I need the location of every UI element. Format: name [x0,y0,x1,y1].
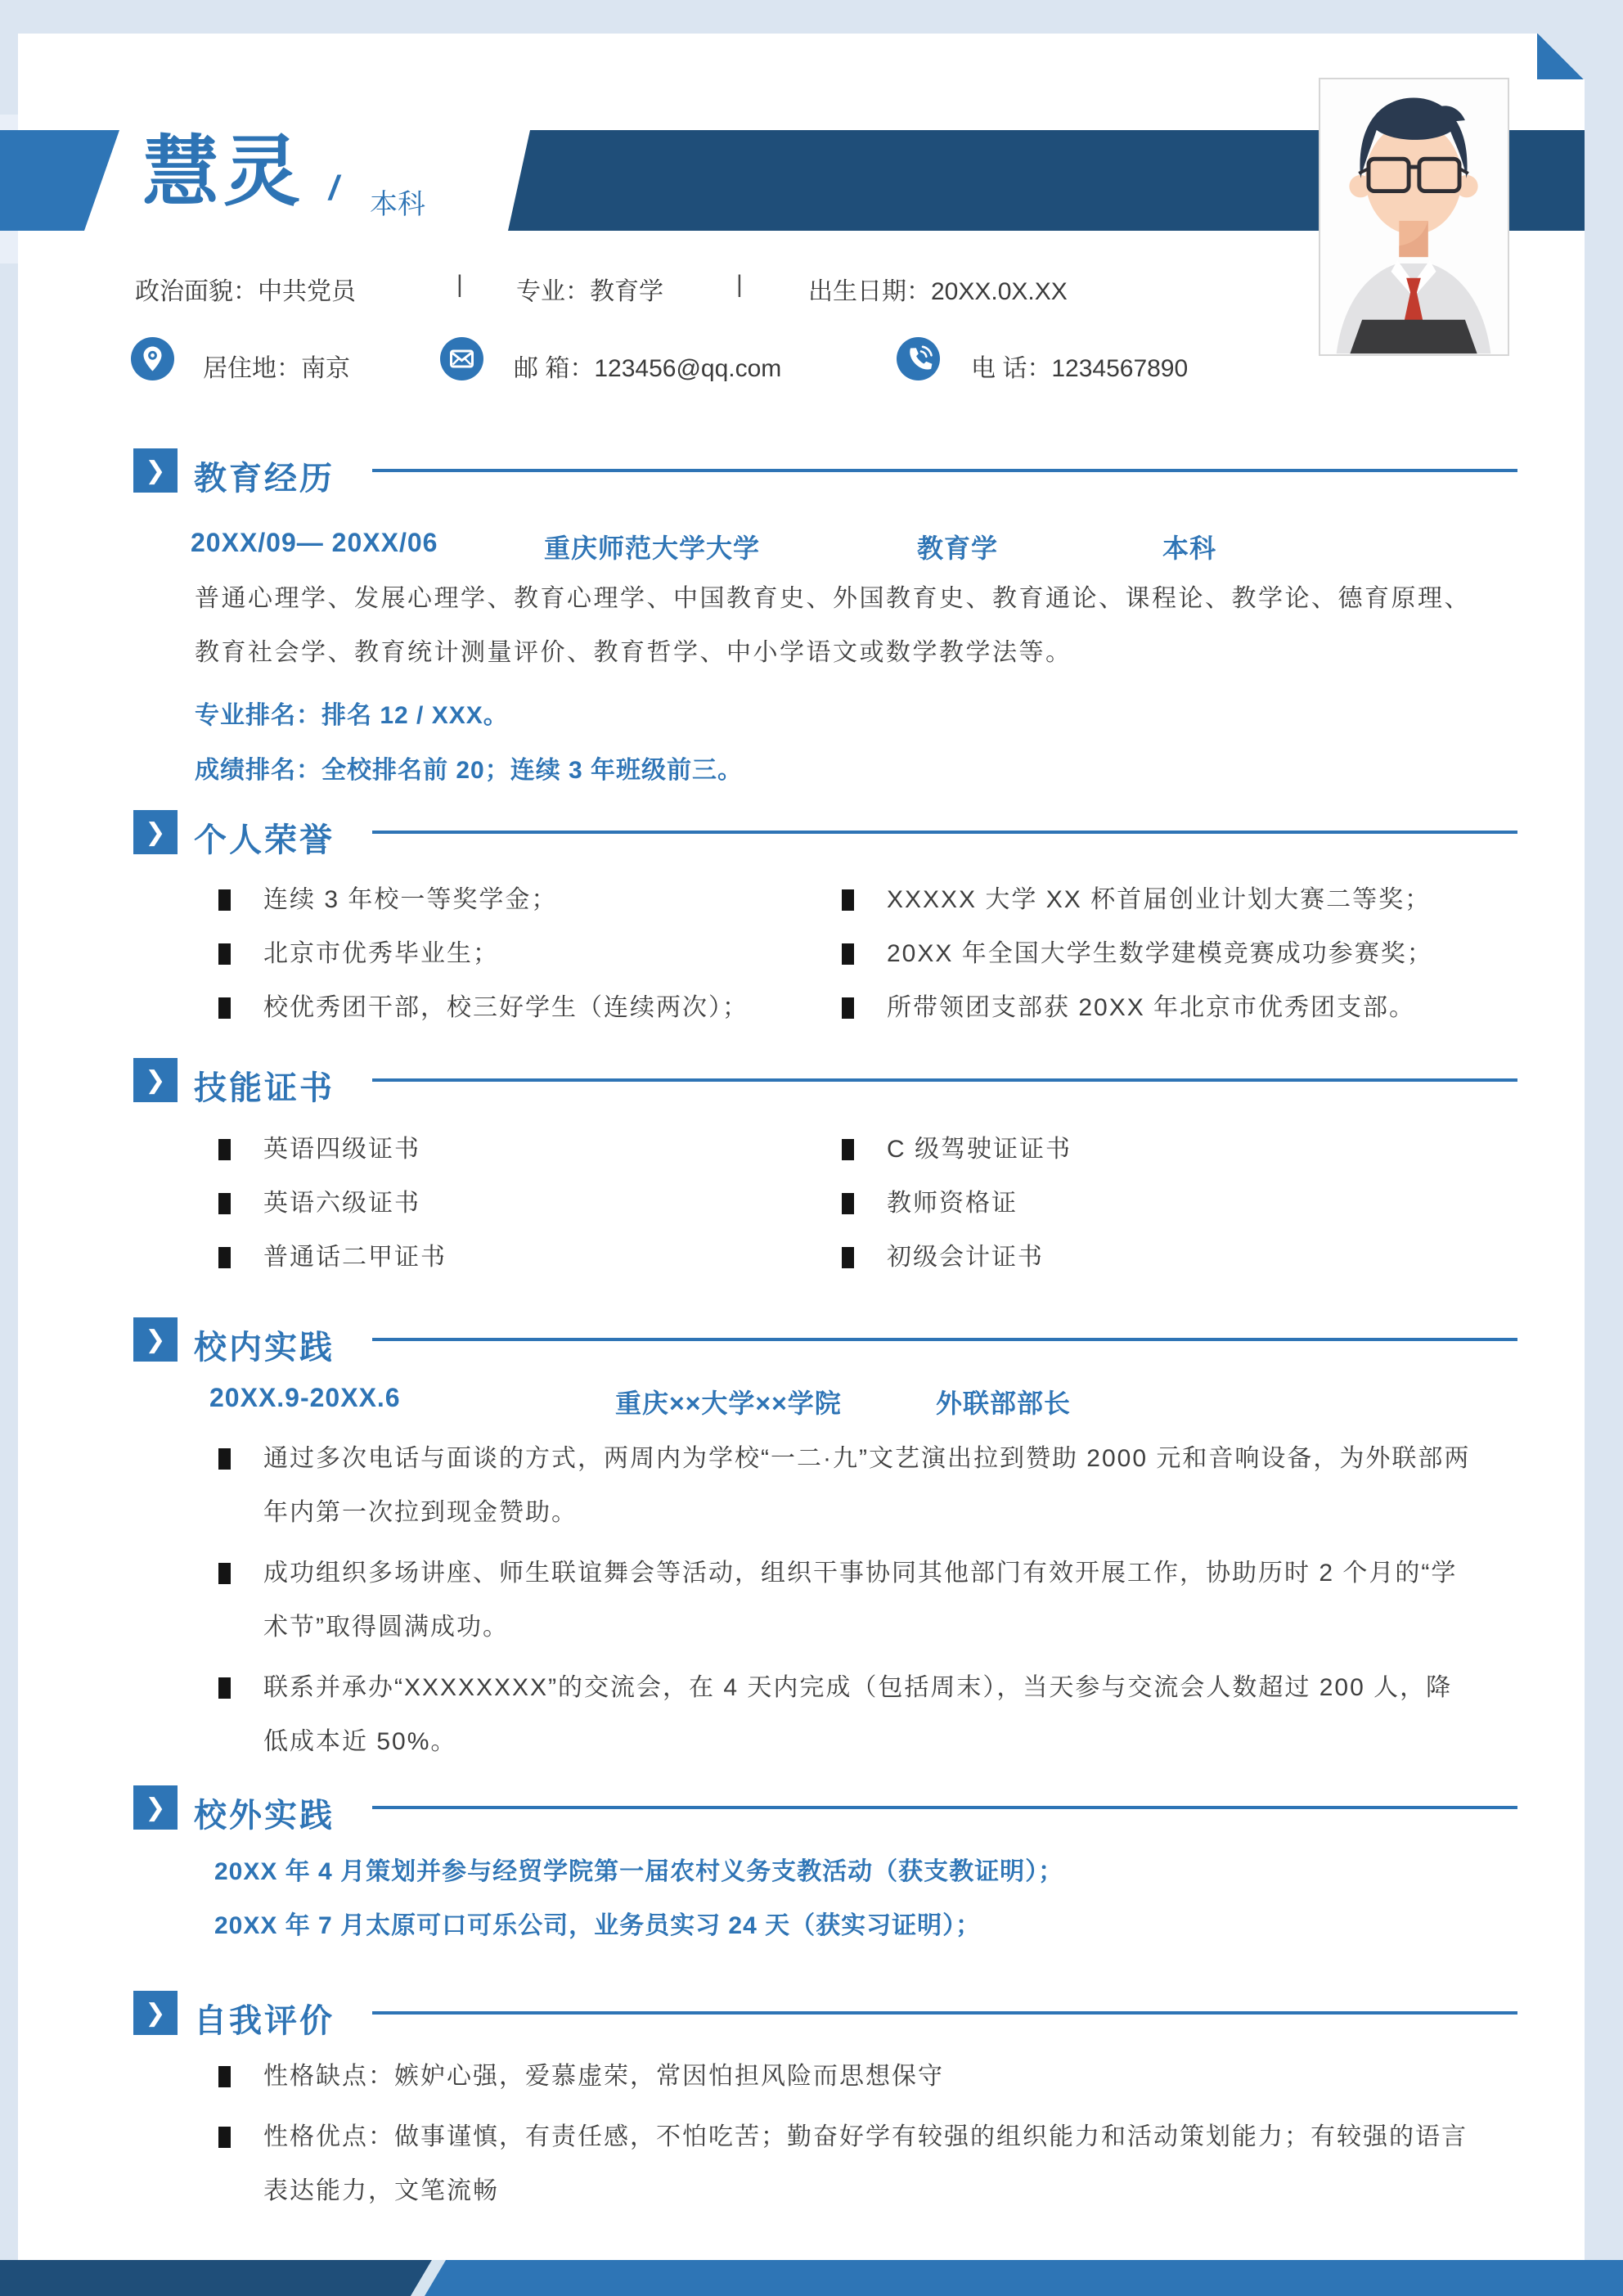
chevron-icon: ❯ [133,1058,178,1102]
certificates-left-column [218,1123,824,1285]
campus-practice-list [218,1432,1474,1776]
political-status: 政治面貌：中共党员 [135,278,356,305]
phone-number: 电 话：1234567890 [971,355,1189,382]
footer-decoration [0,2260,1623,2296]
campus-role: 外联部部长 [936,1389,1072,1418]
section-title-certificates: 技能证书 [194,1070,335,1106]
mail-icon [440,337,483,380]
self-evaluation-list [218,2050,1474,2225]
section-title-campus-practice: 校内实践 [194,1330,335,1366]
certificate-text: 普通话二甲证书 [263,1244,447,1271]
certificate-text: 英语六级证书 [263,1190,420,1217]
off-campus-line: 20XX 年 7 月太原可口可乐公司，业务员实习 24 天（获实习证明）； [214,1912,982,1939]
divider: | [456,271,463,298]
divider: | [736,271,743,298]
chevron-icon: ❯ [133,1991,178,2035]
square-bullet-icon [218,2066,231,2087]
certificates-right-column [842,1123,1488,1285]
square-bullet-icon [218,1139,231,1160]
list-item [218,2050,1474,2104]
section-rule [372,1078,1517,1082]
list-item [842,1123,1488,1177]
list-item [218,1177,824,1231]
chevron-icon: ❯ [133,448,178,493]
square-bullet-icon [842,997,854,1019]
email: 邮 箱：123456@qq.com [514,355,782,382]
campus-period: 20XX.9-20XX.6 [209,1383,401,1412]
square-bullet-icon [218,997,231,1019]
list-item [218,1432,1474,1540]
section-title-honors: 个人荣誉 [194,822,335,858]
education-courses: 普通心理学、发展心理学、教育心理学、中国教育史、外国教育史、教育通论、课程论、教学论、德育原理、教育社会学、教育统计测量评价、教育哲学、中小学语文或数学教学法等。 [195,585,1471,666]
square-bullet-icon [218,1247,231,1268]
chevron-icon: ❯ [133,1317,178,1362]
square-bullet-icon [842,1139,854,1160]
square-bullet-icon [218,1563,231,1584]
phone-icon [897,337,940,380]
degree-label: 本科 [370,189,425,220]
certificate-text: 教师资格证 [887,1190,1018,1217]
square-bullet-icon [218,943,231,965]
education-school: 重庆师范大学大学 [544,533,761,563]
square-bullet-icon [842,1193,854,1214]
practice-text: 通过多次电话与面谈的方式，两周内为学校“一二·九”文艺演出拉到赞助 2000 元和音响设备，为外联部两年内第一次拉到现金赞助。 [263,1445,1471,1526]
evaluation-text: 性格优点：做事谨慎，有责任感，不怕吃苦；勤奋好学有较强的组织能力和活动策划能力；有较强的语言表达能力，文笔流畅 [263,2123,1468,2204]
square-bullet-icon [842,889,854,911]
practice-text: 联系并承办“XXXXXXXX”的交流会，在 4 天内完成（包括周末），当天参与交流会人数超过 200 人，降低成本近 50%。 [263,1674,1453,1755]
avatar-illustration [1320,79,1508,354]
chevron-icon: ❯ [133,810,178,854]
avatar [1319,78,1509,356]
off-campus-line: 20XX 年 4 月策划并参与经贸学院第一届农村义务支教活动（获支教证明）； [214,1858,1064,1885]
square-bullet-icon [842,1247,854,1268]
list-item [218,873,824,927]
education-period: 20XX/09— 20XX/06 [191,528,438,557]
honors-right-column [842,873,1488,1035]
honor-text: 北京市优秀毕业生； [263,940,499,967]
list-item [218,1231,824,1285]
section-rule [372,831,1517,834]
square-bullet-icon [218,1193,231,1214]
certificate-text: C 级驾驶证证书 [887,1136,1072,1163]
certificate-text: 英语四级证书 [263,1136,420,1163]
folded-corner-decoration [1537,34,1585,79]
major-info: 专业：教育学 [516,278,663,305]
list-item [842,981,1488,1035]
residence: 居住地：南京 [203,355,350,382]
list-item [842,873,1488,927]
honor-text: 校优秀团干部，校三好学生（连续两次）； [263,994,749,1021]
candidate-name: 慧灵 [142,128,305,214]
square-bullet-icon [218,889,231,911]
education-degree: 本科 [1162,533,1217,563]
square-bullet-icon [218,1677,231,1699]
location-pin-icon [131,337,174,380]
education-major: 教育学 [917,533,999,563]
major-rank: 专业排名：排名 12 / XXX。 [195,702,509,729]
list-item [218,1123,824,1177]
list-item [842,1231,1488,1285]
list-item [842,927,1488,981]
list-item [218,1661,1474,1769]
chevron-icon: ❯ [133,1785,178,1830]
honor-text: 所带领团支部获 20XX 年北京市优秀团支部。 [887,994,1416,1021]
section-title-off-campus: 校外实践 [194,1798,335,1834]
list-item [842,1177,1488,1231]
honor-text: 20XX 年全国大学生数学建模竞赛成功参赛奖； [887,940,1433,967]
list-item [218,2110,1474,2218]
section-title-education: 教育经历 [194,461,335,497]
square-bullet-icon [218,1448,231,1470]
campus-organization: 重庆××大学××学院 [615,1389,842,1418]
section-rule [372,1806,1517,1809]
section-rule [372,469,1517,472]
list-item [218,927,824,981]
square-bullet-icon [842,943,854,965]
list-item [218,1546,1474,1654]
section-rule [372,2011,1517,2015]
birth-date: 出生日期：20XX.0X.XX [808,278,1068,305]
square-bullet-icon [218,2127,231,2148]
list-item [218,981,824,1035]
honor-text: XXXXX 大学 XX 杯首届创业计划大赛二等奖； [887,886,1432,913]
honors-left-column [218,873,824,1035]
degree-separator: / [329,169,339,207]
honor-text: 连续 3 年校一等奖学金； [263,886,558,913]
evaluation-text: 性格缺点：嫉妒心强，爱慕虚荣，常因怕担风险而思想保守 [263,2063,944,2090]
section-title-self-evaluation: 自我评价 [194,2003,335,2039]
grade-rank: 成绩排名：全校排名前 20；连续 3 年班级前三。 [195,757,744,784]
certificate-text: 初级会计证书 [887,1244,1044,1271]
section-rule [372,1338,1517,1341]
practice-text: 成功组织多场讲座、师生联谊舞会等活动，组织干事协同其他部门有效开展工作，协助历时 2 个月的“学术节”取得圆满成功。 [263,1560,1458,1641]
